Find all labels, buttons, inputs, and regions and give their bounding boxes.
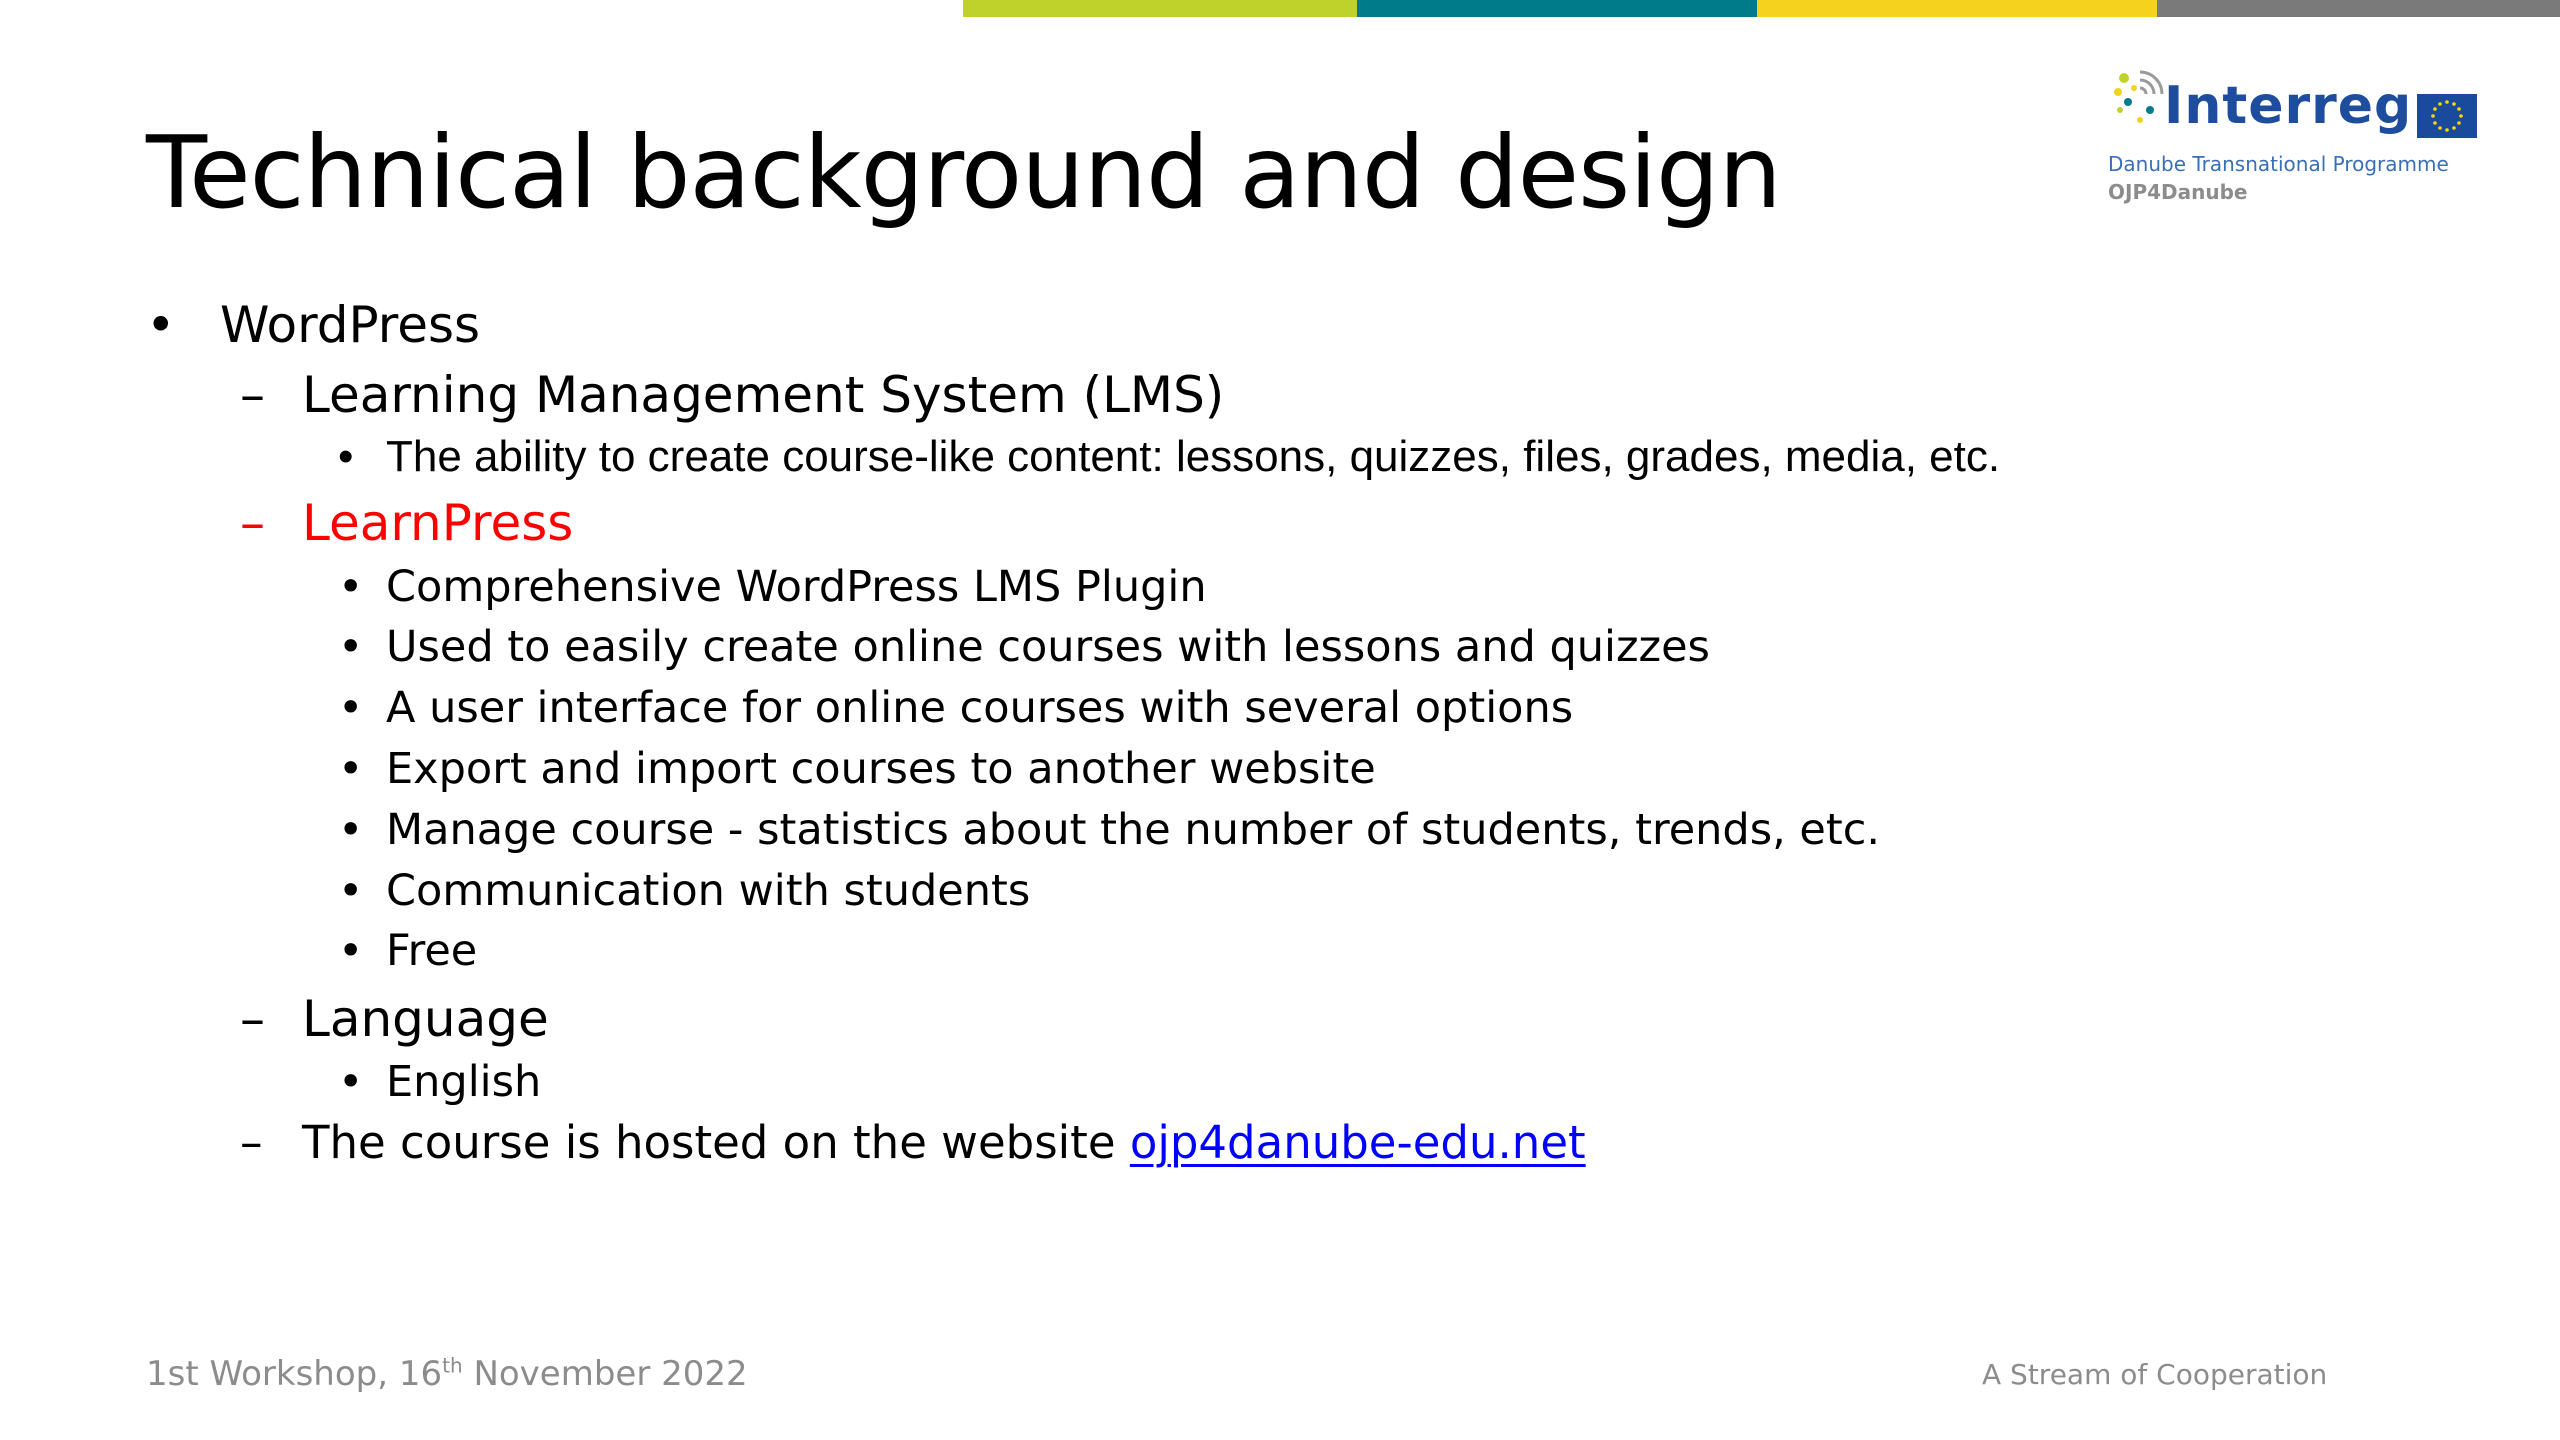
bullet-text: LearnPress	[302, 494, 574, 552]
logo-programme-name: Danube Transnational Programme	[2108, 152, 2449, 176]
bullet-hosted-line	[302, 1116, 1586, 1169]
interreg-wordmark: Interreg	[2164, 76, 2413, 136]
dash-icon: –	[240, 1116, 263, 1169]
bullet-text: Communication with students	[386, 866, 1031, 916]
bullet-text: Language	[302, 990, 549, 1048]
dash-icon: –	[240, 366, 265, 424]
bullet-text: The course is hosted on the website	[302, 1116, 1130, 1169]
slide-title: Technical background and design	[146, 114, 1781, 231]
bullet-dot-icon: •	[338, 1057, 364, 1107]
footer-date-suffix: November 2022	[462, 1354, 748, 1394]
footer-date-superscript: th	[442, 1353, 463, 1378]
color-bar-segment-teal	[1357, 0, 1757, 17]
website-link[interactable]: ojp4danube-edu.net	[1129, 1116, 1586, 1169]
bullet-dot-icon: •	[338, 926, 364, 976]
footer-slogan: A Stream of Cooperation	[1982, 1358, 2328, 1391]
bullet-dot-icon: •	[338, 744, 364, 794]
footer-date-prefix: 1st Workshop, 16	[146, 1354, 443, 1394]
bullet-text: Export and import courses to another website	[386, 744, 1376, 794]
bullet-text: A user interface for online courses with several options	[386, 683, 1574, 733]
bullet-dot-icon: •	[338, 866, 364, 916]
bullet-dot-icon: •	[146, 296, 176, 354]
dash-icon: –	[240, 494, 265, 552]
footer-event-date	[146, 1354, 748, 1394]
bullet-dot-icon: •	[338, 562, 364, 612]
color-bar-segment-green	[963, 0, 1357, 17]
bullet-text: Manage course - statistics about the number of students, trends, etc.	[386, 805, 1881, 855]
bullet-text: WordPress	[220, 296, 481, 354]
bullet-text: Free	[386, 926, 478, 976]
bullet-text: Comprehensive WordPress LMS Plugin	[386, 562, 1207, 612]
bullet-dot-icon: •	[338, 622, 364, 672]
eu-flag-icon	[2417, 94, 2477, 138]
color-bar-segment-gray	[2157, 0, 2560, 17]
dash-icon: –	[240, 990, 265, 1048]
bullet-text: Learning Management System (LMS)	[302, 366, 1225, 424]
bullet-text: English	[386, 1057, 542, 1107]
bullet-text: The ability to create course-like content: lessons, quizzes, files, grades, media, etc.	[386, 432, 2001, 481]
bullet-dot-icon: •	[338, 432, 354, 481]
bullet-dot-icon: •	[338, 805, 364, 855]
color-bar-segment-yellow	[1757, 0, 2157, 17]
logo-project-name: OJP4Danube	[2108, 180, 2248, 204]
bullet-text: Used to easily create online courses with lessons and quizzes	[386, 622, 1710, 672]
bullet-dot-icon: •	[338, 683, 364, 733]
top-color-bar	[963, 0, 2560, 17]
interreg-logo	[2104, 62, 2484, 212]
